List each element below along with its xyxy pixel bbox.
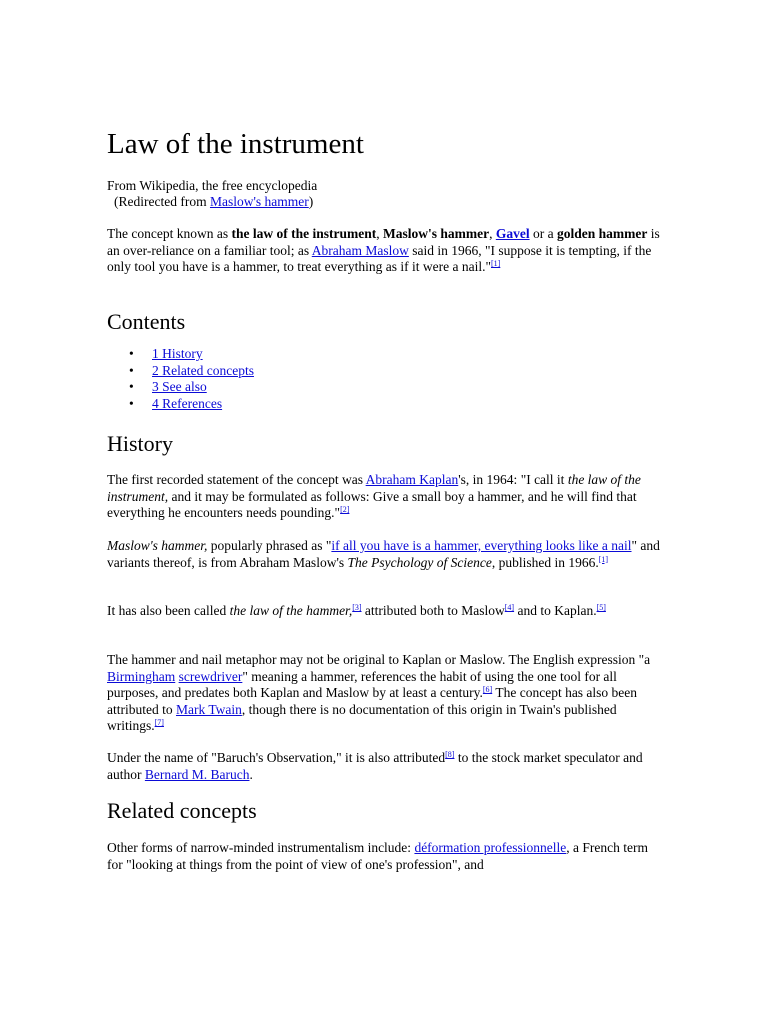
history-paragraph-5: Under the name of "Baruch's Observation," it is also attributed[8] to the stock market speculator and author Bernard M. Baruch. — [107, 750, 643, 782]
phrase-link[interactable]: if all you have is a hammer, everything looks like a nail — [331, 538, 632, 553]
toc-link-see-also[interactable]: 3 See also — [152, 379, 207, 394]
redirect-note: (Redirected from Maslow's hammer) — [114, 194, 314, 209]
bullet-icon: • — [129, 346, 134, 361]
maslows-hammer-link[interactable]: Maslow's hammer — [209, 194, 309, 209]
toc-link-related-concepts[interactable]: 2 Related concepts — [152, 362, 254, 378]
toc-link-references[interactable]: 4 References — [152, 395, 223, 411]
tagline: From Wikipedia, the free encyclopedia — [107, 178, 318, 193]
screwdriver-link[interactable]: screwdriver — [178, 668, 243, 684]
citation-3-link[interactable]: [3] — [352, 603, 362, 612]
citation-5-link[interactable]: [5] — [596, 603, 606, 612]
related-concepts-heading: Related concepts — [107, 798, 257, 823]
mark-twain-link[interactable]: Mark Twain — [175, 701, 242, 717]
page-title: Law of the instrument — [107, 128, 364, 160]
history-heading: History — [107, 431, 173, 456]
bullet-icon: • — [129, 395, 134, 411]
bullet-icon: • — [129, 379, 134, 394]
contents-heading: Contents — [107, 309, 186, 334]
history-paragraph-3: It has also been called the law of the hammer,[3] attributed both to Maslow[4] and to Kaplan.[5] — [107, 603, 606, 618]
toc-item — [107, 363, 254, 380]
intro-paragraph: The concept known as the law of the instrument, Maslow's hammer, Gavel or a golden hammer is an over-reliance on a familiar tool; as Abraham Maslow said in 1966, "I suppose it is tempting, if the only tool you have is a hammer, to treat everything as if it were a nail."[1] — [107, 226, 660, 274]
toc-link-history[interactable]: 1 History — [152, 346, 203, 361]
birmingham-link[interactable]: Birmingham — [107, 668, 176, 684]
toc-item — [107, 346, 254, 363]
history-paragraph-1: The first recorded statement of the concept was Abraham Kaplan's, in 1964: "I call it the law of the instrument, and it may be formulated as follows: Give a small boy a hammer, and he will find that everything he encounters needs pounding."[2] — [107, 472, 641, 520]
bullet-icon: • — [129, 362, 134, 378]
abraham-kaplan-link[interactable]: Abraham Kaplan — [365, 472, 459, 487]
related-paragraph-1: Other forms of narrow-minded instrumentalism include: déformation professionnelle, a French term for "looking at things from the point of view of one's profession", and — [107, 840, 648, 872]
citation-1-link[interactable]: [1] — [598, 554, 609, 564]
citation-8-link[interactable]: [8] — [445, 750, 455, 759]
citation-2-link[interactable]: [2] — [340, 505, 350, 514]
toc-item — [107, 379, 254, 396]
citation-6-link[interactable]: [6] — [482, 685, 493, 694]
history-paragraph-4: The hammer and nail metaphor may not be original to Kaplan or Maslow. The English expression "a Birmingham screwdriver" meaning a hammer, references the habit of using the one tool for all purposes, and predates both Kaplan and Maslow by at least a century.[6] The concept has also been attributed to Mark Twain, though there is no documentation of this origin in Twain's published writings.[7] — [107, 652, 651, 733]
deformation-professionnelle-link[interactable]: déformation professionnelle — [414, 840, 567, 855]
citation-7-link[interactable]: [7] — [154, 718, 164, 727]
gavel-link[interactable]: Gavel — [495, 226, 530, 241]
history-paragraph-2: Maslow's hammer, popularly phrased as "if all you have is a hammer, everything looks like a nail" and variants thereof, is from Abraham Maslow's The Psychology of Science, published in 1966.[1] — [107, 538, 660, 570]
toc-item — [107, 396, 254, 413]
abraham-maslow-link[interactable]: Abraham Maslow — [311, 242, 409, 258]
table-of-contents — [107, 346, 254, 412]
citation-1-link[interactable]: [1] — [490, 259, 501, 268]
citation-4-link[interactable]: [4] — [504, 603, 515, 612]
bernard-baruch-link[interactable]: Bernard M. Baruch — [144, 766, 250, 782]
